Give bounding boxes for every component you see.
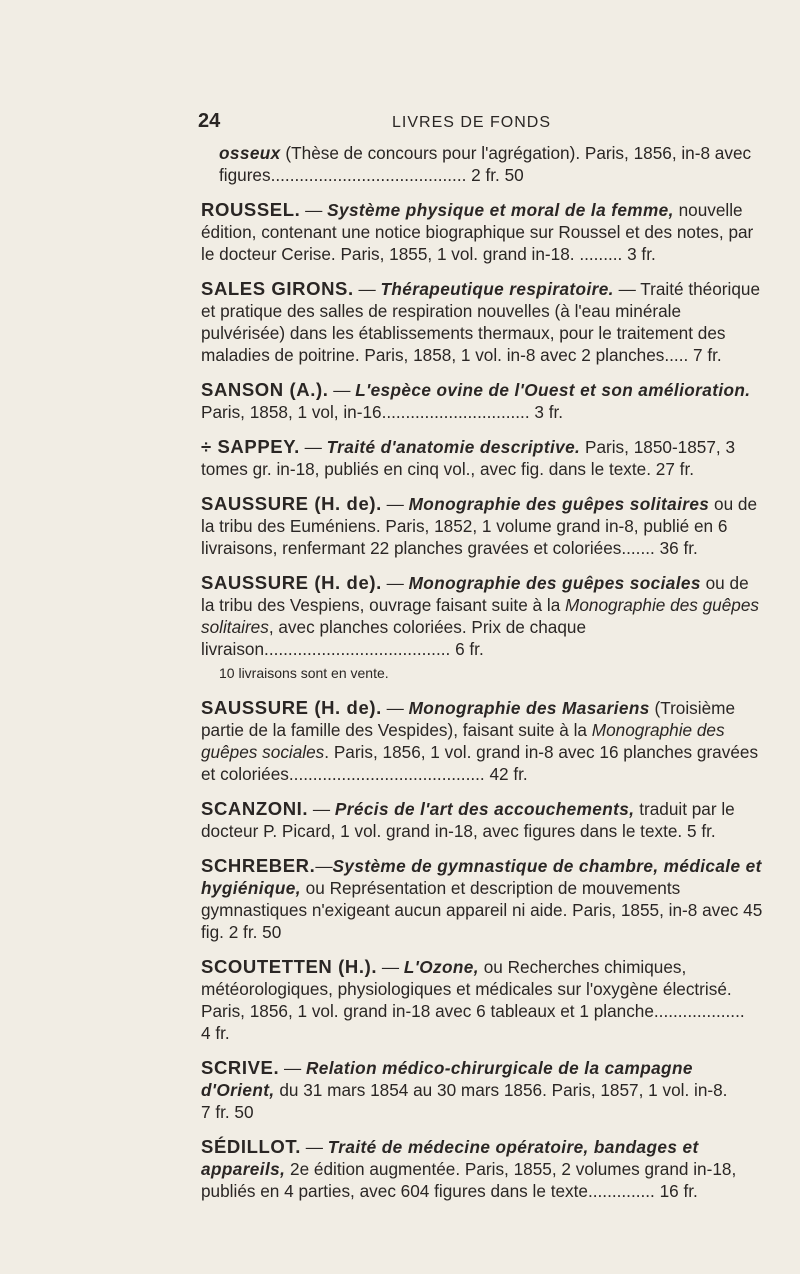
entry-text: (Thèse de concours pour l'agrégation). Paris, 1856, in-8 avec figures......................................... <box>219 143 752 185</box>
entry-text: — Traité théorique et pratique des salles de respiration nouvelles (à l'eau minérale pulvérisée) dans les établissements thermaux, pour le traitement des maladies de poitrine. Paris, 1858, 1 vol. in-8 avec 2 planches..... <box>201 279 761 365</box>
catalog-entry: SCOUTETTEN (H.). — L'Ozone, ou Recherches chimiques, météorologiques, physiologiques et médicales sur l'oxygène électrisé. Paris, 1856, 1 vol. grand in-18 avec 6 tableaux et 1 planche................... 4 fr. <box>201 956 745 1043</box>
entry-title: osseux <box>219 143 281 163</box>
entry-text: (Troisième partie de la famille des Vespides), faisant suite à la <box>201 698 736 740</box>
entry-text-2: , avec planches coloriées. Prix de chaque livraison....................................... <box>201 617 587 659</box>
catalog-entry: SAUSSURE (H. de). — Monographie des guêpes solitaires ou de la tribu des Euméniens. Paris, 1852, 1 volume grand in-8, publié en 6 livraisons, renfermant 22 planches gravées et coloriées....... 36 fr. <box>201 493 758 558</box>
entry-price: 7 fr. <box>693 345 722 365</box>
entry-author: SAUSSURE (H. de). <box>201 493 382 514</box>
entry-italic: Monographie des guêpes sociales <box>201 720 725 762</box>
entry-title: Système de gymnastique de chambre, médicale et hygiénique, <box>201 856 762 898</box>
entry-author: ROUSSEL. <box>201 199 301 220</box>
catalog-entry: SALES GIRONS. — Thérapeutique respiratoire. — Traité théorique et pratique des salles de respiration nouvelles (à l'eau minérale pulvérisée) dans les établissements thermaux, pour le traitement des maladies de poitrine. Paris, 1858, 1 vol. in-8 avec 2 planches..... 7 fr. <box>201 278 761 365</box>
catalog-entry: SCHREBER.—Système de gymnastique de chambre, médicale et hygiénique, ou Représentation et description de mouvements gymnastiques n'exigeant aucun appareil ni aide. Paris, 1855, in-8 avec 45 fig. 2 fr. 50 <box>201 855 763 942</box>
entry-author: SCHREBER. <box>201 855 316 876</box>
entry-price: 6 fr. <box>455 639 484 659</box>
catalog-entry-continued <box>201 142 763 186</box>
entry-title: Monographie des guêpes sociales <box>408 573 701 593</box>
entry-author: SCOUTETTEN (H.). <box>201 956 378 977</box>
catalog-entry: SAUSSURE (H. de). — Monographie des Masariens (Troisième partie de la famille des Vespides), faisant suite à la Monographie des guêpes sociales. Paris, 1856, 1 vol. grand in-8 avec 16 planches gravées et coloriées......................................... 42 fr. <box>201 697 759 784</box>
entry-title: Traité d'anatomie descriptive. <box>326 437 581 457</box>
catalog-entry: ÷ SAPPEY. — Traité d'anatomie descriptive. Paris, 1850-1857, 3 tomes gr. in-18, publiés en cinq vol., avec fig. dans le texte. 27 fr. <box>201 436 736 479</box>
entry-price: 36 fr. <box>659 538 698 558</box>
entry-text: traduit par le docteur P. Picard, 1 vol. grand in-18, avec figures dans le texte. <box>201 799 735 841</box>
entry-author: SCANZONI. <box>201 798 309 819</box>
entry-title: Monographie des Masariens <box>408 698 650 718</box>
entry-author: ÷ SAPPEY. <box>201 436 300 457</box>
catalog-entry: SAUSSURE (H. de). — Monographie des guêpes sociales ou de la tribu des Vespiens, ouvrage faisant suite à la Monographie des guêpes solitaires, avec planches coloriées. Prix de chaque livraison....................................... 6 fr. 10 livraisons sont en vente. <box>201 572 763 684</box>
entry-price: 3 fr. <box>627 244 656 264</box>
catalog-entry: SCANZONI. — Précis de l'art des accouchements, traduit par le docteur P. Picard, 1 vol. grand in-18, avec figures dans le texte. 5 fr. <box>201 798 735 841</box>
entry-price: 27 fr. <box>655 459 694 479</box>
entry-text: du 31 mars 1854 au 30 mars 1856. Paris, 1857, 1 vol. in-8. <box>274 1080 728 1100</box>
entry-title: Système physique et moral de la femme, <box>327 200 674 220</box>
entry-price: 2 fr. 50 <box>471 165 524 185</box>
entry-title: Monographie des guêpes solitaires <box>408 494 710 514</box>
catalog-entry: SÉDILLOT. — Traité de médecine opératoire, bandages et appareils, 2e édition augmentée. Paris, 1855, 2 volumes grand in-18, publiés en 4 parties, avec 604 figures dans le texte.............. 16 fr. <box>201 1136 737 1201</box>
catalog-entry: SANSON (A.). — L'espèce ovine de l'Ouest et son amélioration. Paris, 1858, 1 vol, in-16............................... 3 fr. <box>201 379 751 422</box>
entry-title: Précis de l'art des accouchements, <box>334 799 635 819</box>
entry-author: SAUSSURE (H. de). <box>201 572 382 593</box>
entry-text: Paris, 1858, 1 vol, in-16............................... <box>201 402 530 422</box>
entry-text: ou Représentation et description de mouvements gymnastiques n'exigeant aucun appareil ni aide. Paris, 1855, in-8 avec 45 fig. <box>201 878 763 942</box>
running-title: LIVRES DE FONDS <box>392 114 552 131</box>
entry-author: SÉDILLOT. <box>201 1136 301 1157</box>
entry-price: 5 fr. <box>687 821 716 841</box>
entry-text: Paris, 1850-1857, 3 tomes gr. in-18, publiés en cinq vol., avec fig. dans le texte. <box>201 437 736 479</box>
entry-title: L'espèce ovine de l'Ouest et son amélioration. <box>355 380 751 400</box>
entry-author: SANSON (A.). <box>201 379 329 400</box>
entry-price: 2 fr. 50 <box>228 922 282 942</box>
entry-author: SCRIVE. <box>201 1057 280 1078</box>
page-number: 24 <box>198 110 221 132</box>
entry-title: Thérapeutique respiratoire. <box>380 279 614 299</box>
catalog-entry: SCRIVE. — Relation médico-chirurgicale de la campagne d'Orient, du 31 mars 1854 au 30 mars 1856. Paris, 1857, 1 vol. in-8. 7 fr. 50 <box>201 1057 728 1122</box>
entry-text: 2e édition augmentée. Paris, 1855, 2 volumes grand in-18, publiés en 4 parties, avec 604 figures dans le texte.............. <box>201 1159 737 1201</box>
entry-text: nouvelle édition, contenant une notice biographique sur Roussel et des notes, par le docteur Cerise. Paris, 1855, 1 vol. grand in-18. ......... <box>201 200 754 264</box>
catalog-listing <box>201 142 763 1215</box>
entry-price: 42 fr. <box>489 764 528 784</box>
entry-text-2: . Paris, 1856, 1 vol. grand in-8 avec 16 planches gravées et coloriées......................................... <box>201 742 759 784</box>
entry-author: SAUSSURE (H. de). <box>201 697 382 718</box>
entry-title: Traité de médecine opératoire, bandages et appareils, <box>201 1137 699 1179</box>
entry-author: SALES GIRONS. <box>201 278 354 299</box>
entry-title: Relation médico-chirurgicale de la campagne d'Orient, <box>201 1058 693 1100</box>
entry-price: 3 fr. <box>534 402 564 422</box>
entry-text: ou Recherches chimiques, météorologiques, physiologiques et médicales sur l'oxygène électrisé. Paris, 1856, 1 vol. grand in-18 avec 6 tableaux et 1 planche................... <box>201 957 745 1021</box>
entry-text: ou de la tribu des Euméniens. Paris, 1852, 1 volume grand in-8, publié en 6 livraisons, renfermant 22 planches gravées et coloriées....... <box>201 494 758 558</box>
page-header <box>0 110 800 134</box>
entry-italic: Monographie des guêpes solitaires <box>201 595 760 637</box>
entry-note: 10 livraisons sont en vente. <box>219 665 389 681</box>
entry-price: 7 fr. 50 <box>201 1102 254 1122</box>
entry-price: 16 fr. <box>659 1181 698 1201</box>
entry-text: ou de la tribu des Vespiens, ouvrage faisant suite à la <box>201 573 749 615</box>
entry-price: 4 fr. <box>201 1023 230 1043</box>
catalog-entry: ROUSSEL. — Système physique et moral de la femme, nouvelle édition, contenant une notice biographique sur Roussel et des notes, par le docteur Cerise. Paris, 1855, 1 vol. grand in-18. ......... 3 fr. <box>201 199 754 264</box>
entry-title: L'Ozone, <box>403 957 479 977</box>
